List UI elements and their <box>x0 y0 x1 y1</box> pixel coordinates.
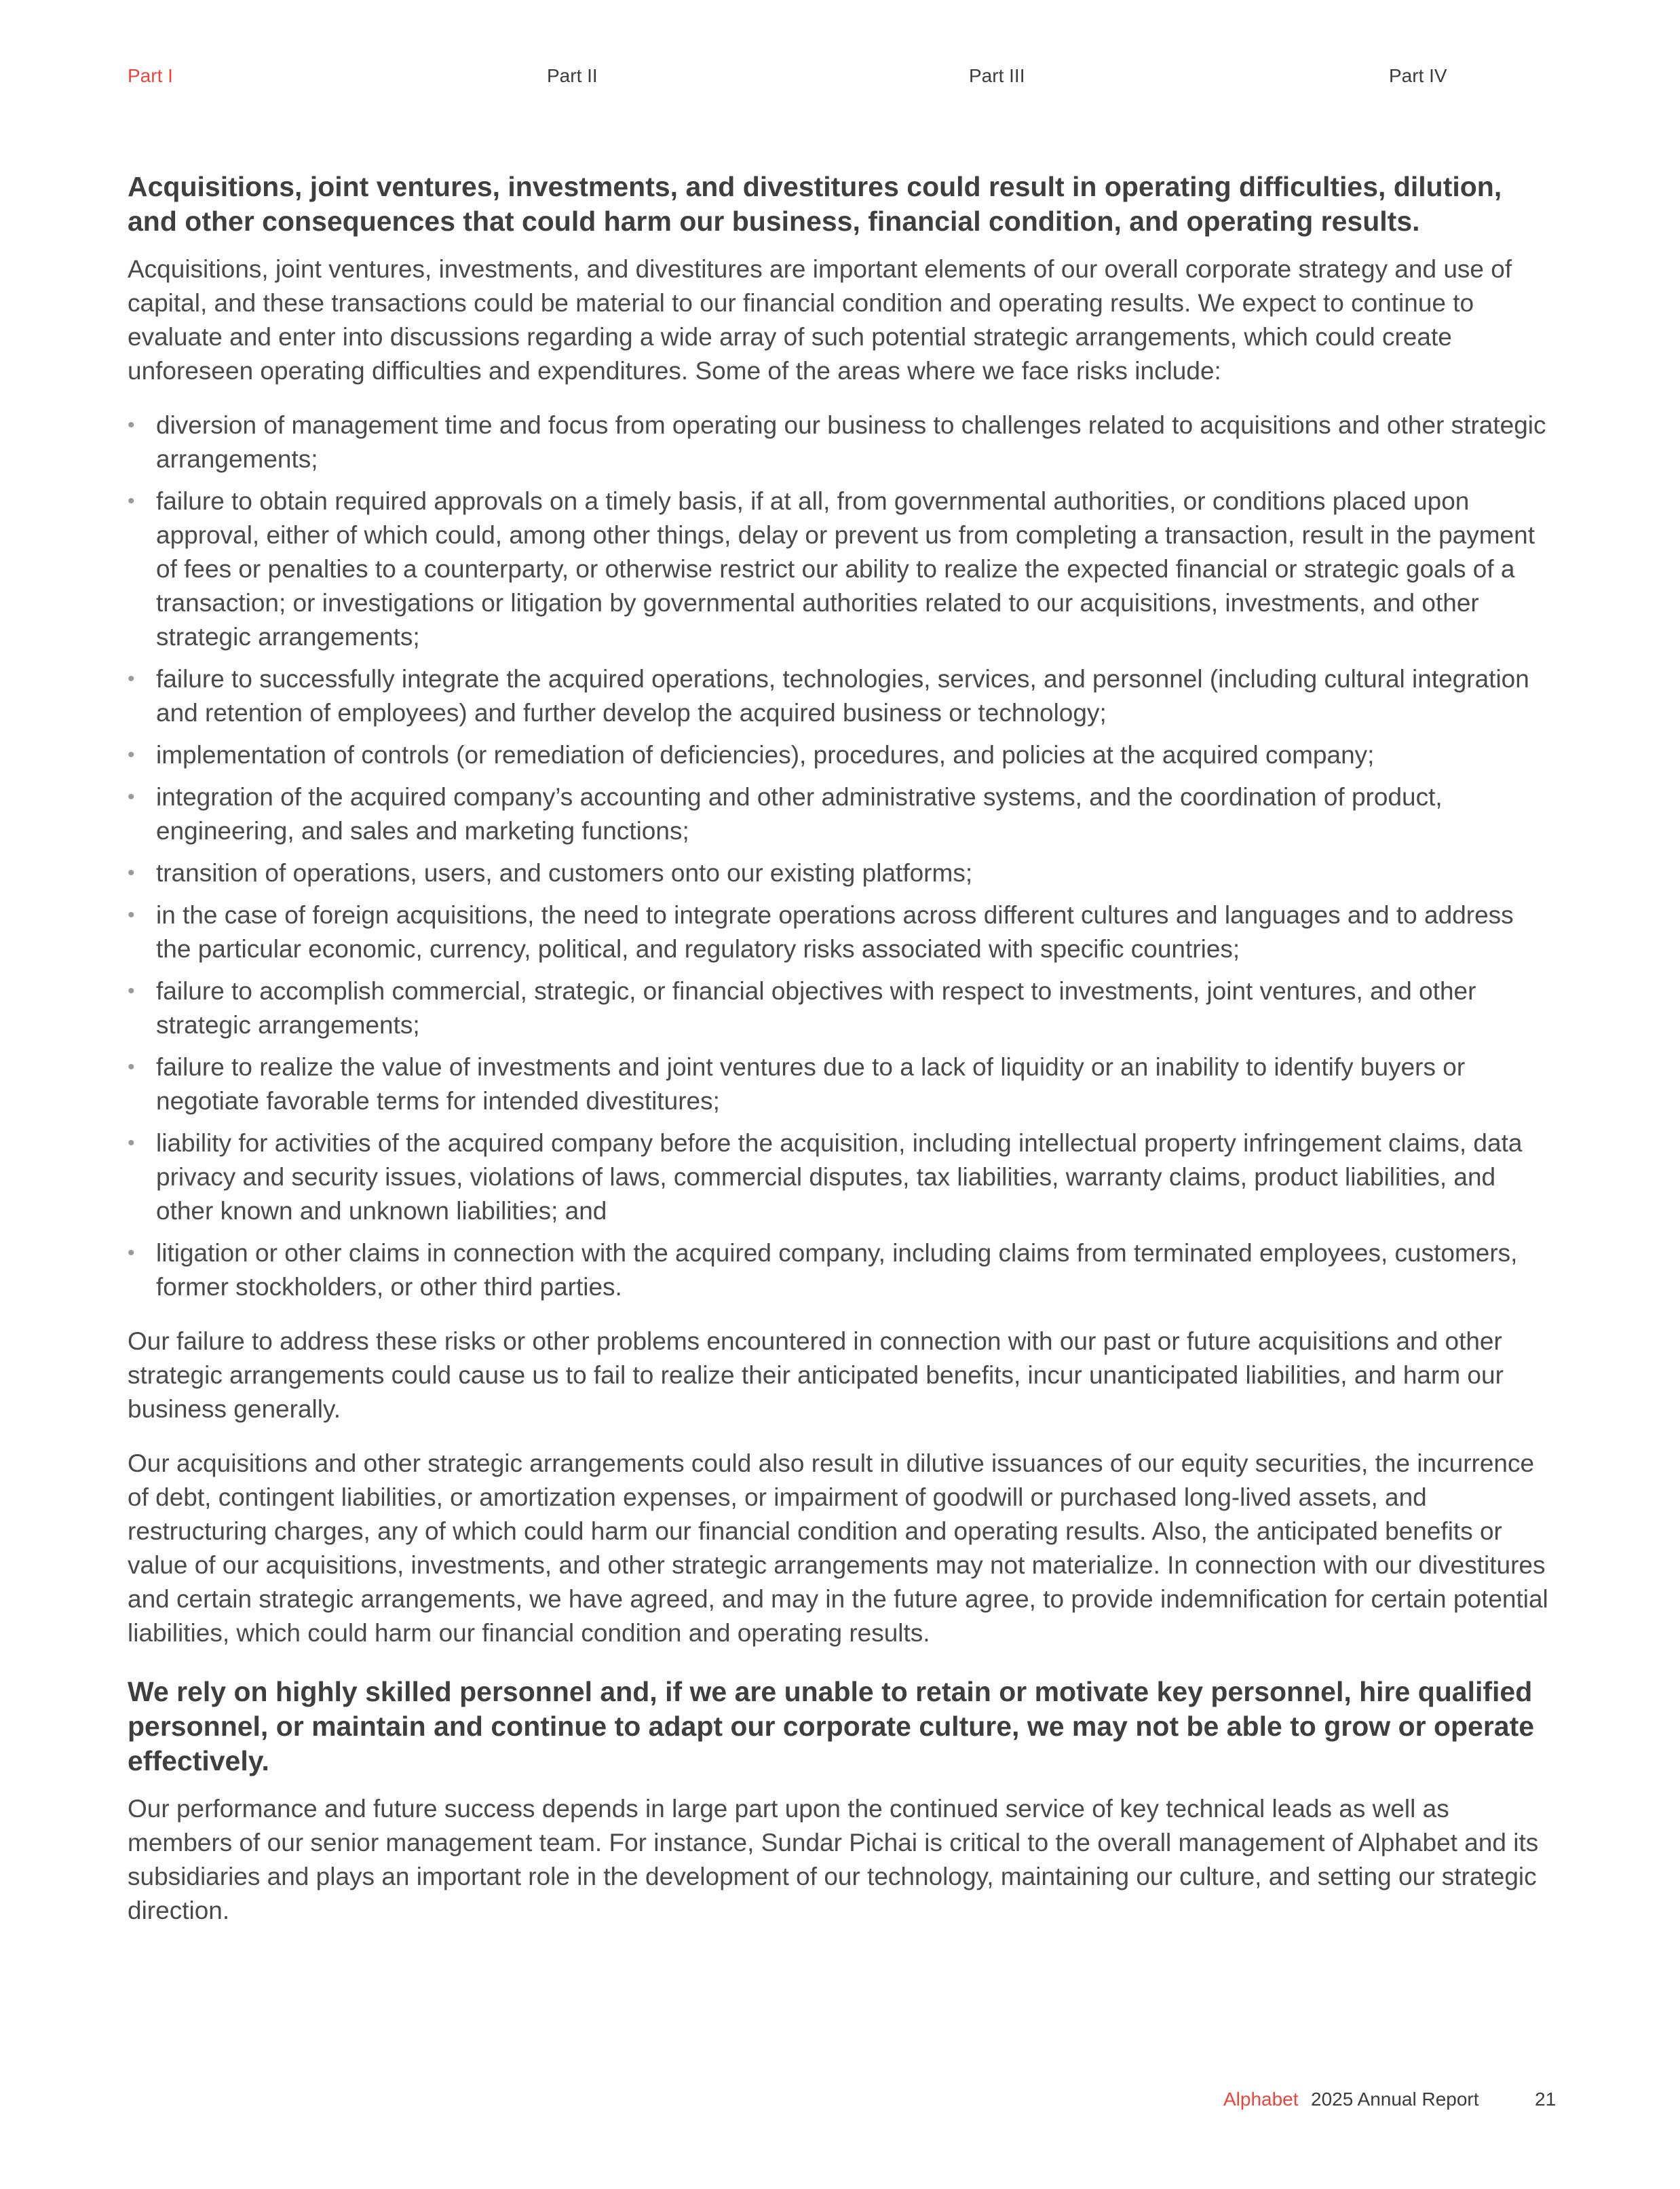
section-heading-personnel: We rely on highly skilled personnel and, if we are unable to retain or motivate key personnel, hire qualified personnel, or maintain and continue to adapt our corporate culture, we may not be able to grow or operate effectively. <box>128 1676 1535 1776</box>
bullet-icon: • <box>128 862 135 884</box>
bullet-icon: • <box>128 1242 135 1264</box>
paragraph-failure-to-address: Our failure to address these risks or other problems encountered in connection with our past or future acquisitions and other strategic arrangements could cause us to fail to realize their anticipated benefits, incur unanticipated liabilities, and harm our business generally. <box>128 1327 1504 1423</box>
list-item <box>128 484 1552 654</box>
list-item-text: implementation of controls (or remediation of deficiencies), procedures, and policies at the acquired company; <box>156 741 1375 769</box>
paragraph-intro: Acquisitions, joint ventures, investments, and divestitures are important elements of our overall corporate strategy and use of capital, and these transactions could be material to our financial condition and operating results. We expect to continue to evaluate and enter into discussions regarding a wide array of such potential strategic arrangements, which could create unforeseen operating difficulties and expenditures. Some of the areas where we face risks include: <box>128 255 1512 385</box>
list-item <box>128 738 1552 772</box>
bullet-icon: • <box>128 1056 135 1078</box>
list-item <box>128 408 1552 476</box>
list-item <box>128 1126 1552 1228</box>
list-item-text: in the case of foreign acquisitions, the need to integrate operations across different cultures and languages and to address the particular economic, currency, political, and regulatory risks associated with specific countries; <box>156 901 1514 963</box>
list-item <box>128 662 1552 730</box>
list-item-text: liability for activities of the acquired company before the acquisition, including intellectual property infringement claims, data privacy and security issues, violations of laws, commercial disputes, tax liabilities, warranty claims, product liabilities, and other known and unknown liabilities; and <box>156 1129 1523 1225</box>
footer-brand: Alphabet <box>1223 2089 1299 2110</box>
bullet-icon: • <box>128 1132 135 1154</box>
list-item-text: litigation or other claims in connection with the acquired company, including claims from terminated employees, customers, former stockholders, or other third parties. <box>156 1239 1518 1301</box>
bullet-icon: • <box>128 904 135 926</box>
bullet-icon: • <box>128 786 135 808</box>
nav-part-3-link[interactable]: Part III <box>969 65 1025 86</box>
list-item-text: diversion of management time and focus from operating our business to challenges related to acquisitions and other strategic arrangements; <box>156 411 1546 473</box>
page-footer <box>1153 2089 1561 2116</box>
list-item-text: failure to successfully integrate the acquired operations, technologies, services, and personnel (including cultural integration and retention of employees) and further develop the acquired business or technology; <box>156 665 1529 727</box>
list-item <box>128 1236 1552 1304</box>
nav-part-2-link[interactable]: Part II <box>547 65 598 86</box>
page-content <box>128 170 1552 1948</box>
list-item-text: failure to realize the value of investments and joint ventures due to a lack of liquidity or an inability to identify buyers or negotiate favorable terms for intended divestitures; <box>156 1053 1466 1115</box>
list-item-text: integration of the acquired company’s accounting and other administrative systems, and the coordination of product, engineering, and sales and marketing functions; <box>156 783 1443 845</box>
list-item-text: transition of operations, users, and customers onto our existing platforms; <box>156 859 973 887</box>
paragraph-dilutive-issuances: Our acquisitions and other strategic arrangements could also result in dilutive issuances of our equity securities, the incurrence of debt, contingent liabilities, or amortization expenses, or impairment of goodwill or purchased long-lived assets, and restructuring charges, any of which could harm our financial condition and operating results. Also, the anticipated benefits or value of our acquisitions, investments, and other strategic arrangements may not materialize. In connection with our divestitures and certain strategic arrangements, we have agreed, and may in the future agree, to provide indemnification for certain potential liabilities, which could harm our financial condition and operating results. <box>128 1449 1548 1647</box>
list-item-text: failure to obtain required approvals on a timely basis, if at all, from governmental authorities, or conditions placed upon approval, either of which could, among other things, delay or prevent us from completing a transaction, result in the payment of fees or penalties to a counterparty, or otherwise restrict our ability to realize the expected financial or strategic goals of a transaction; or investigations or litigation by governmental authorities related to our acquisitions, investments, and other strategic arrangements; <box>156 487 1535 651</box>
nav-part-4-link[interactable]: Part IV <box>1389 65 1447 86</box>
section-heading-acquisitions: Acquisitions, joint ventures, investments, and divestitures could result in operating difficulties, dilution, and other consequences that could harm our business, financial condition, and operating results. <box>128 171 1502 237</box>
page-number: 21 <box>1535 2089 1557 2110</box>
bullet-icon: • <box>128 980 135 1002</box>
list-item <box>128 856 1552 890</box>
list-item <box>128 1050 1552 1118</box>
nav-part-1-link[interactable]: Part I <box>128 65 173 86</box>
list-item <box>128 974 1552 1042</box>
risk-list <box>128 408 1552 1304</box>
bullet-icon: • <box>128 744 135 766</box>
part-navigation <box>128 65 1552 92</box>
list-item <box>128 898 1552 966</box>
footer-report-title: 2025 Annual Report <box>1311 2089 1479 2110</box>
list-item <box>128 780 1552 848</box>
bullet-icon: • <box>128 668 135 690</box>
bullet-icon: • <box>128 414 135 436</box>
bullet-icon: • <box>128 490 135 512</box>
list-item-text: failure to accomplish commercial, strategic, or financial objectives with respect to investments, joint ventures, and other strategic arrangements; <box>156 977 1476 1039</box>
paragraph-key-personnel: Our performance and future success depends in large part upon the continued service of key technical leads as well as members of our senior management team. For instance, Sundar Pichai is critical to the overall management of Alphabet and its subsidiaries and plays an important role in the development of our technology, maintaining our culture, and setting our strategic direction. <box>128 1795 1539 1924</box>
